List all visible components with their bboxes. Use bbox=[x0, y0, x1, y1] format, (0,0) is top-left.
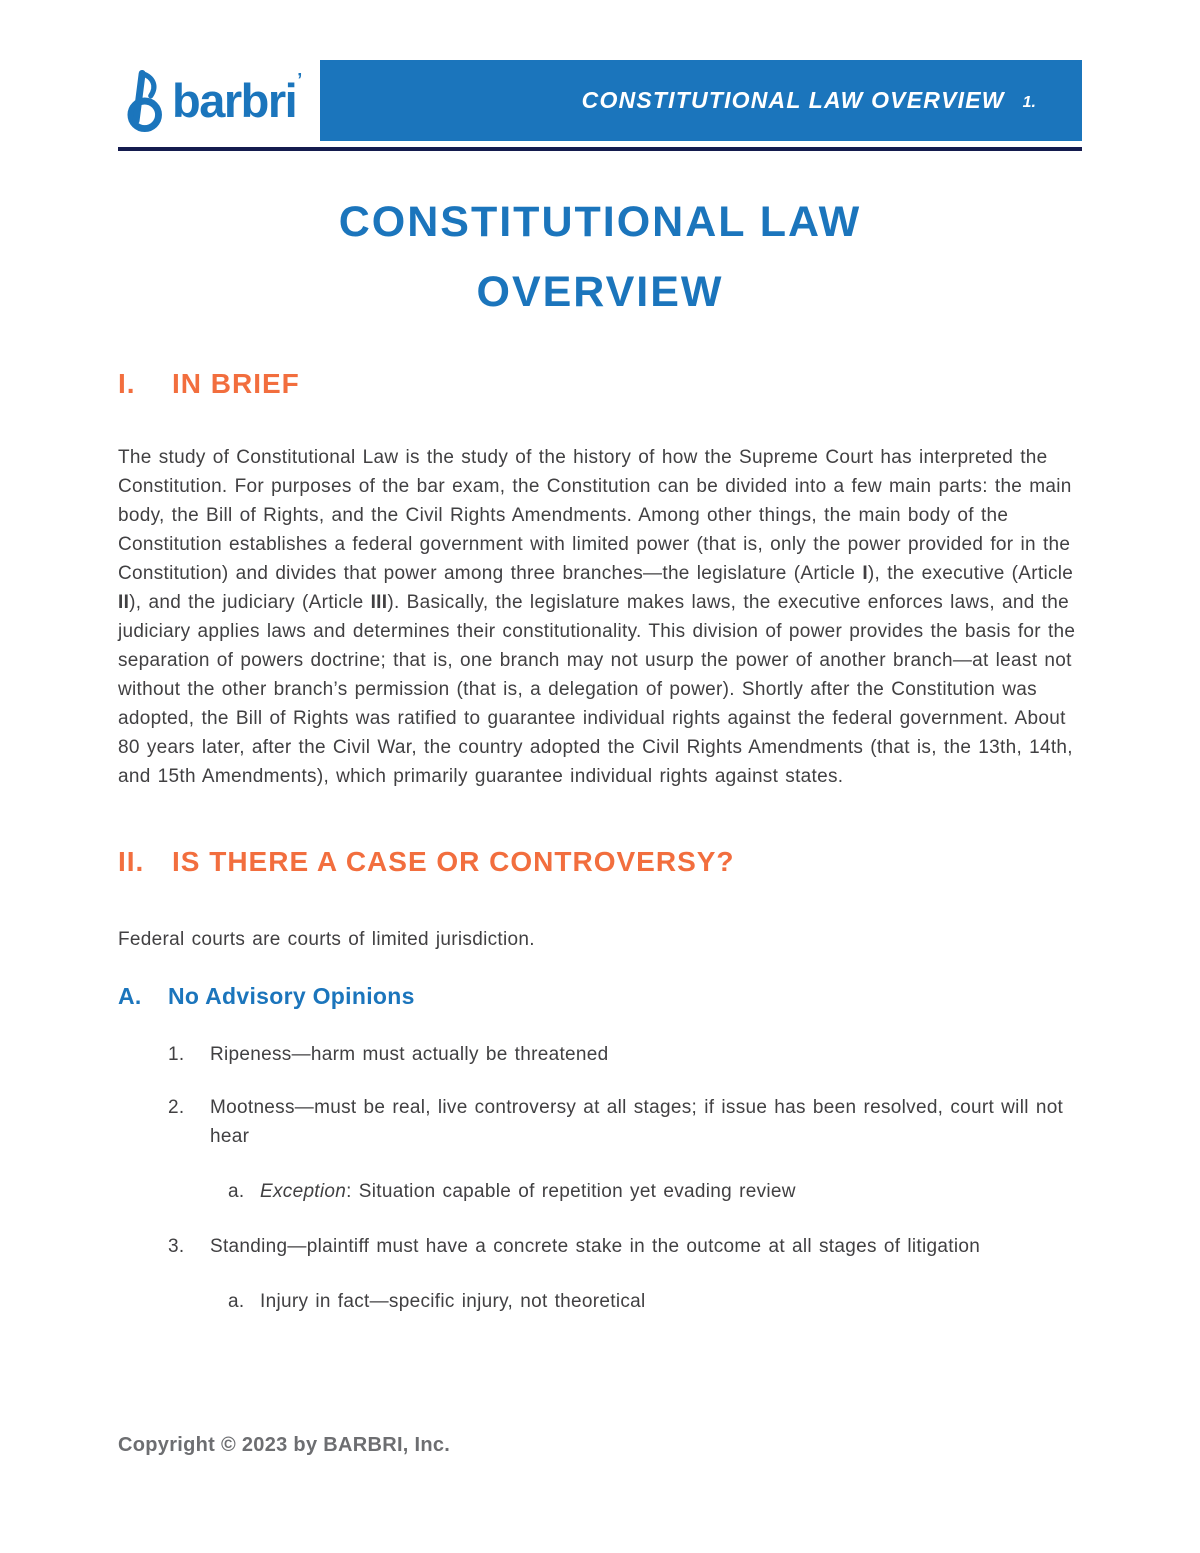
running-head-title: CONSTITUTIONAL LAW OVERVIEW bbox=[581, 87, 1005, 113]
barbri-logo-text: barbri bbox=[172, 74, 297, 127]
page-header bbox=[118, 60, 1082, 141]
list-item-3a bbox=[118, 1287, 1082, 1316]
list-item-2a bbox=[118, 1177, 1082, 1206]
list-item-2 bbox=[118, 1093, 1082, 1151]
list-item-2a-letter: a. bbox=[228, 1181, 245, 1202]
barbri-logo bbox=[118, 60, 320, 141]
document-title-line2: OVERVIEW bbox=[476, 268, 724, 316]
list-item-3a-text: Injury in fact—specific injury, not theoretical bbox=[260, 1291, 646, 1312]
subsection-a-letter: A. bbox=[118, 983, 142, 1009]
running-head-banner bbox=[320, 60, 1082, 141]
subsection-a-title: No Advisory Opinions bbox=[168, 983, 415, 1009]
page-number: 1. bbox=[1022, 93, 1036, 111]
section-2-number: II. bbox=[118, 846, 145, 877]
barbri-logo-registered-mark: ’ bbox=[297, 70, 303, 90]
section-2-heading bbox=[118, 845, 1082, 879]
document-title bbox=[118, 187, 1082, 327]
list-item-1-text: Ripeness—harm must actually be threatened bbox=[210, 1044, 609, 1065]
section-2-intro: Federal courts are courts of limited jurisdiction. bbox=[118, 929, 535, 950]
section-1-heading bbox=[118, 367, 1082, 401]
list-item-3-text: Standing—plaintiff must have a concrete stake in the outcome at all stages of litigation bbox=[210, 1236, 981, 1257]
list-item-3 bbox=[118, 1232, 1082, 1261]
list-item-3a-letter: a. bbox=[228, 1291, 245, 1312]
list-item-2-number: 2. bbox=[168, 1097, 185, 1118]
header-rule bbox=[118, 147, 1082, 151]
list-item-1-number: 1. bbox=[168, 1044, 185, 1065]
section-1-paragraph: The study of Constitutional Law is the study of the history of how the Supreme Court has interpreted the Constitution. For purposes of the bar exam, the Constitution can be divided into a few main parts: the main body, the Bill of Rights, and the Civil Rights Amendments. Among other things, the main body of the Constitution establishes a federal government with limited power (that is, only the power provided for in the Constitution) and divides that power among three branches—the legislature (Article I), the executive (Article II), and the judiciary (Article III). Basically, the legislature makes laws, the executive enforces laws, and the judiciary applies laws and determines their constitutionality. This division of power provides the basis for the separation of powers doctrine; that is, one branch may not usurp the power of another branch—at least not without the other branch’s permission (that is, a delegation of power). Shortly after the Constitution was adopted, the Bill of Rights was ratified to guarantee individual rights against the federal government. About 80 years later, after the Civil War, the country adopted the Civil Rights Amendments (that is, the 13th, 14th, and 15th Amendments), which primarily guarantee individual rights against states. bbox=[118, 447, 1076, 787]
section-2-title: IS THERE A CASE OR CONTROVERSY? bbox=[172, 846, 735, 877]
list-item-1 bbox=[118, 1040, 1082, 1069]
document-title-line1: CONSTITUTIONAL LAW bbox=[338, 198, 862, 246]
barbri-note-icon bbox=[118, 66, 168, 136]
subsection-a-heading bbox=[118, 982, 1082, 1010]
list-item-3-number: 3. bbox=[168, 1236, 185, 1257]
section-1-title: IN BRIEF bbox=[172, 368, 300, 399]
section-1-number: I. bbox=[118, 368, 136, 399]
list-item-2-text: Mootness—must be real, live controversy at all stages; if issue has been resolved, court will not hear bbox=[210, 1097, 1064, 1147]
copyright-notice: Copyright © 2023 by BARBRI, Inc. bbox=[118, 1434, 451, 1456]
list-item-2a-text: Exception: Situation capable of repetition yet evading review bbox=[260, 1181, 796, 1202]
